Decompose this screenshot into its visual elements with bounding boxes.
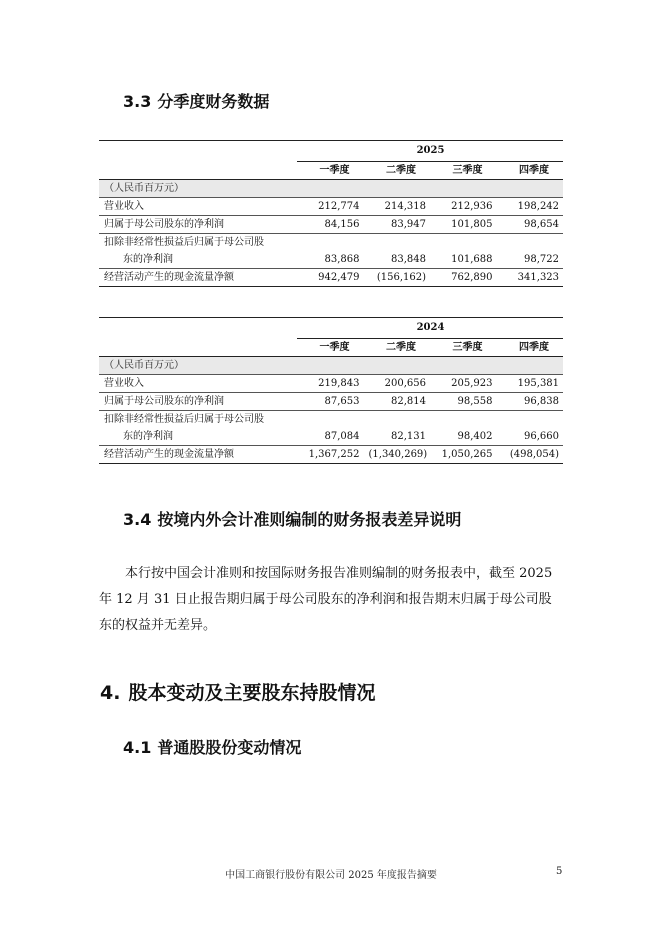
column-header: 二季度	[364, 162, 431, 180]
table-cell: 198,242	[497, 198, 564, 216]
table-row	[99, 393, 563, 411]
table-cell: (156,162)	[364, 269, 431, 287]
row-label	[99, 411, 297, 446]
table-cell: 101,688	[430, 234, 497, 269]
row-label-line2: 东的净利润	[123, 431, 173, 442]
table-cell: (498,054)	[497, 446, 564, 464]
table-cell: 83,868	[297, 234, 364, 269]
table-cell: 83,848	[364, 234, 431, 269]
column-header: 三季度	[430, 162, 497, 180]
column-header: 一季度	[297, 162, 364, 180]
unit-label: （人民币百万元）	[99, 357, 563, 375]
row-label	[99, 234, 297, 269]
table-row	[99, 234, 563, 269]
table-cell: 212,936	[430, 198, 497, 216]
section-3-3-heading	[123, 89, 269, 112]
footer-title: 中国工商银行股份有限公司 2025 年度报告摘要	[225, 870, 437, 881]
table-cell: 200,656	[364, 375, 431, 393]
table-cell: 98,402	[430, 411, 497, 446]
row-label-line2: 东的净利润	[123, 254, 173, 265]
row-label: 营业收入	[99, 375, 297, 393]
table-cell: 1,367,252	[297, 446, 364, 464]
section-title: 按境内外会计准则编制的财务报表差异说明	[157, 510, 462, 529]
section-title: 股本变动及主要股东持股情况	[128, 682, 376, 704]
table-cell: 82,814	[364, 393, 431, 411]
row-label-line1: 扣除非经常性损益后归属于母公司股	[104, 237, 264, 248]
table-row	[99, 446, 563, 464]
table-cell: 98,722	[497, 234, 564, 269]
quarterly-table-2024	[99, 317, 563, 464]
section-title: 普通股股份变动情况	[157, 738, 302, 757]
row-label: 经营活动产生的现金流量净额	[99, 269, 297, 287]
table-cell: 96,838	[497, 393, 564, 411]
table-row	[99, 269, 563, 287]
table-year: 2025	[297, 141, 563, 162]
table-cell: 205,923	[430, 375, 497, 393]
table-row	[99, 216, 563, 234]
table-cell: 96,660	[497, 411, 564, 446]
table-cell: 214,318	[364, 198, 431, 216]
row-label-line1: 扣除非经常性损益后归属于母公司股	[104, 414, 264, 425]
quarterly-table-2025	[99, 140, 563, 287]
column-header: 四季度	[497, 339, 564, 357]
column-header: 四季度	[497, 162, 564, 180]
table-cell: 219,843	[297, 375, 364, 393]
table-cell: 942,479	[297, 269, 364, 287]
table-cell: 98,654	[497, 216, 564, 234]
table-cell: 84,156	[297, 216, 364, 234]
row-label: 营业收入	[99, 198, 297, 216]
section-number: 4.1	[123, 738, 152, 757]
table-row	[99, 411, 563, 446]
section-3-4-heading	[123, 507, 461, 530]
table-row	[99, 375, 563, 393]
table-cell: 101,805	[430, 216, 497, 234]
table-cell: 212,774	[297, 198, 364, 216]
table-cell: 195,381	[497, 375, 564, 393]
column-header: 三季度	[430, 339, 497, 357]
section-number: 3.4	[123, 510, 152, 529]
table-year: 2024	[297, 318, 563, 339]
table-cell: 83,947	[364, 216, 431, 234]
section-4-1-heading	[123, 735, 301, 758]
page-number: 5	[556, 866, 563, 877]
table-cell: (1,340,269)	[364, 446, 431, 464]
section-number: 3.3	[123, 92, 152, 111]
table-cell: 1,050,265	[430, 446, 497, 464]
table-cell: 82,131	[364, 411, 431, 446]
row-label: 经营活动产生的现金流量净额	[99, 446, 297, 464]
table-row	[99, 198, 563, 216]
table-cell: 762,890	[430, 269, 497, 287]
table-cell: 87,084	[297, 411, 364, 446]
section-title: 分季度财务数据	[157, 92, 270, 111]
row-label: 归属于母公司股东的净利润	[99, 393, 297, 411]
difference-paragraph: 本行按中国会计准则和按国际财务报告准则编制的财务报表中，截至 2025 年 12 月 31 日止报告期归属于母公司股东的净利润和报告期末归属于母公司股东的权益并无差异。	[99, 566, 553, 633]
table-cell: 341,323	[497, 269, 564, 287]
column-header: 二季度	[364, 339, 431, 357]
column-header: 一季度	[297, 339, 364, 357]
section-4-heading	[100, 678, 375, 705]
row-label: 归属于母公司股东的净利润	[99, 216, 297, 234]
unit-label: （人民币百万元）	[99, 180, 563, 198]
table-cell: 98,558	[430, 393, 497, 411]
section-number: 4.	[100, 682, 121, 704]
table-cell: 87,653	[297, 393, 364, 411]
